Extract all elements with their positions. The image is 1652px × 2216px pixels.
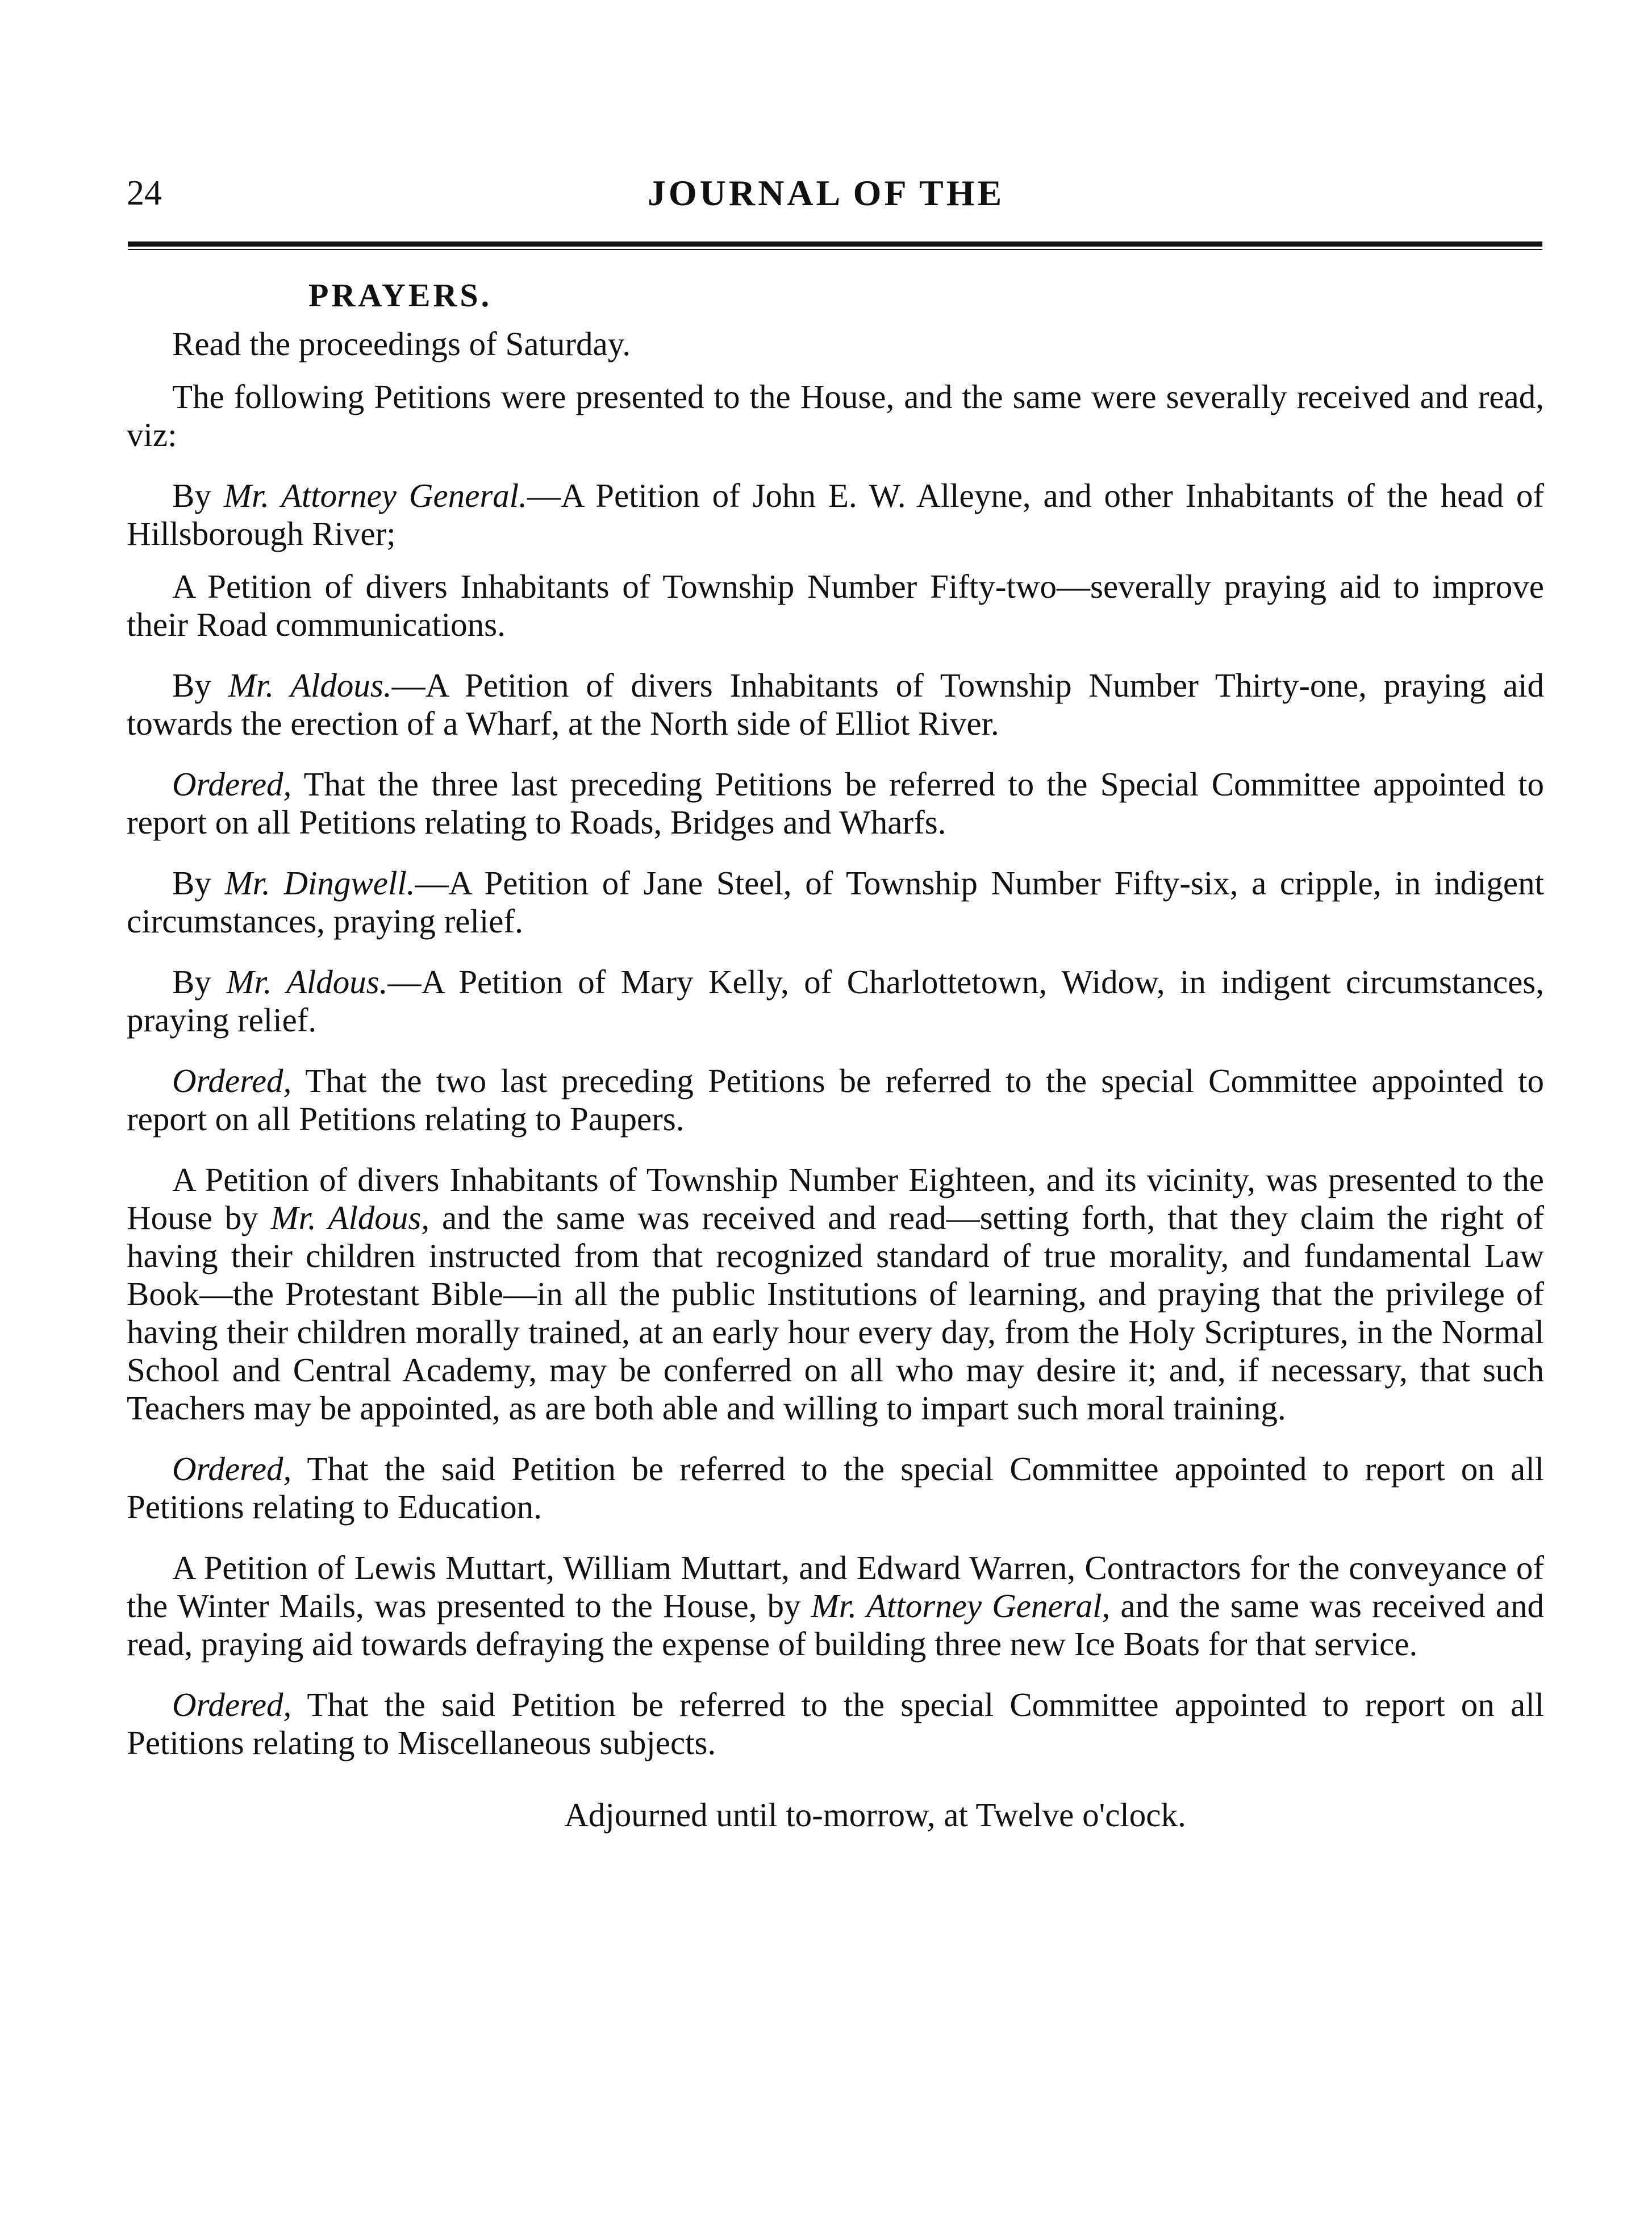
paragraph-prefix: By — [172, 963, 227, 1001]
member-name: Mr. Attorney General. — [223, 477, 527, 514]
member-name: Mr. Aldous, — [270, 1199, 430, 1236]
paragraph-petition-township-52 — [127, 568, 1544, 644]
paragraph-text: —A Petition of Mary Kelly, of Charlottetown, Widow, in indigent circumstances, praying relief. — [127, 963, 1544, 1039]
paragraph-petition-muttart — [127, 1549, 1544, 1663]
ordered-lead: Ordered, — [172, 1062, 292, 1099]
section-heading: PRAYERS. — [308, 277, 493, 314]
paragraph-text: That the said Petition be referred to the special Committee appointed to report on all Petitions relating to Education. — [127, 1450, 1544, 1526]
paragraph-text: —A Petition of divers Inhabitants of Township Number Thirty-one, praying aid towards the erection of a Wharf, at the North side of Elliot River. — [127, 667, 1544, 742]
paragraph-text: A Petition of divers Inhabitants of Township Number Eighteen, and its vicinity, was presented to the House by — [127, 1161, 1544, 1236]
paragraph-prefix: By — [172, 864, 225, 902]
paragraph-prefix: By — [172, 667, 228, 704]
paragraph-text: That the said Petition be referred to the special Committee appointed to report on all Petitions relating to Miscellaneous subjects. — [127, 1686, 1544, 1761]
paragraph-text: That the three last preceding Petitions be referred to the Special Committee appointed to report on all Petitions relating to Roads, Bridges and Wharfs. — [127, 765, 1544, 841]
paragraph-text: and the same was received and read—setting forth, that they claim the right of having their children instructed from that recognized standard of true morality, and fundamental Law Book—the Protestant Bible—in all the public Institutions of learning, and praying that the privilege of having their children morally trained, at an early hour every day, from the Holy Scriptures, in the Normal School and Central Academy, may be conferred on all who may desire it; and, if necessary, that such Teachers may be appointed, as are both able and willing to impart such moral training. — [127, 1199, 1545, 1427]
running-title: JOURNAL OF THE — [647, 173, 1005, 213]
paragraph-text: The following Petitions were presented to the House, and the same were severally received and read, viz: — [127, 378, 1544, 453]
paragraph-petition-kelly — [127, 963, 1544, 1039]
paragraph-text: A Petition of Lewis Muttart, William Muttart, and Edward Warren, Contractors for the conveyance of the Winter Mails, was presented to the House, by — [127, 1549, 1544, 1624]
paragraph-ordered-education — [127, 1450, 1544, 1526]
adjournment-line: Adjourned until to-morrow, at Twelve o'clock. — [564, 1796, 1186, 1834]
journal-body — [127, 273, 1544, 1834]
paragraph-petitions-intro — [127, 378, 1544, 454]
page-number: 24 — [127, 174, 162, 213]
paragraph-ordered-paupers — [127, 1062, 1544, 1138]
paragraph-text: That the two last preceding Petitions be referred to the special Committee appointed to report on all Petitions relating to Paupers. — [127, 1062, 1544, 1138]
ordered-lead: Ordered, — [172, 765, 292, 803]
paragraph-ordered-miscellaneous — [127, 1686, 1544, 1762]
member-name: Mr. Aldous. — [226, 963, 388, 1001]
paragraph-text: and the same was received and read, praying aid towards defraying the expense of building three new Ice Boats for that service. — [127, 1587, 1544, 1663]
ordered-lead: Ordered, — [172, 1450, 292, 1488]
paragraph-text: —A Petition of John E. W. Alleyne, and other Inhabitants of the head of Hillsborough River; — [127, 477, 1544, 552]
ordered-lead: Ordered, — [172, 1686, 292, 1723]
paragraph-proceedings — [127, 325, 1544, 363]
member-name: Mr. Attorney General, — [811, 1587, 1111, 1624]
header-rule — [128, 241, 1542, 250]
paragraph-petition-township-31 — [127, 667, 1544, 743]
member-name: Mr. Dingwell. — [224, 864, 415, 902]
paragraph-petition-township-18 — [127, 1161, 1544, 1427]
paragraph-text: Read the proceedings of Saturday. — [172, 325, 631, 363]
paragraph-text: —A Petition of Jane Steel, of Township Number Fifty-six, a cripple, in indigent circumstances, praying relief. — [127, 864, 1544, 940]
paragraph-prefix: By — [172, 477, 224, 514]
paragraph-ordered-roads — [127, 765, 1544, 842]
paragraph-petition-alleyne — [127, 477, 1544, 553]
paragraph-petition-steel — [127, 864, 1544, 940]
running-head — [0, 165, 1652, 222]
member-name: Mr. Aldous. — [228, 667, 392, 704]
paragraph-text: A Petition of divers Inhabitants of Township Number Fifty-two—severally praying aid to improve their Road communications. — [127, 568, 1544, 643]
